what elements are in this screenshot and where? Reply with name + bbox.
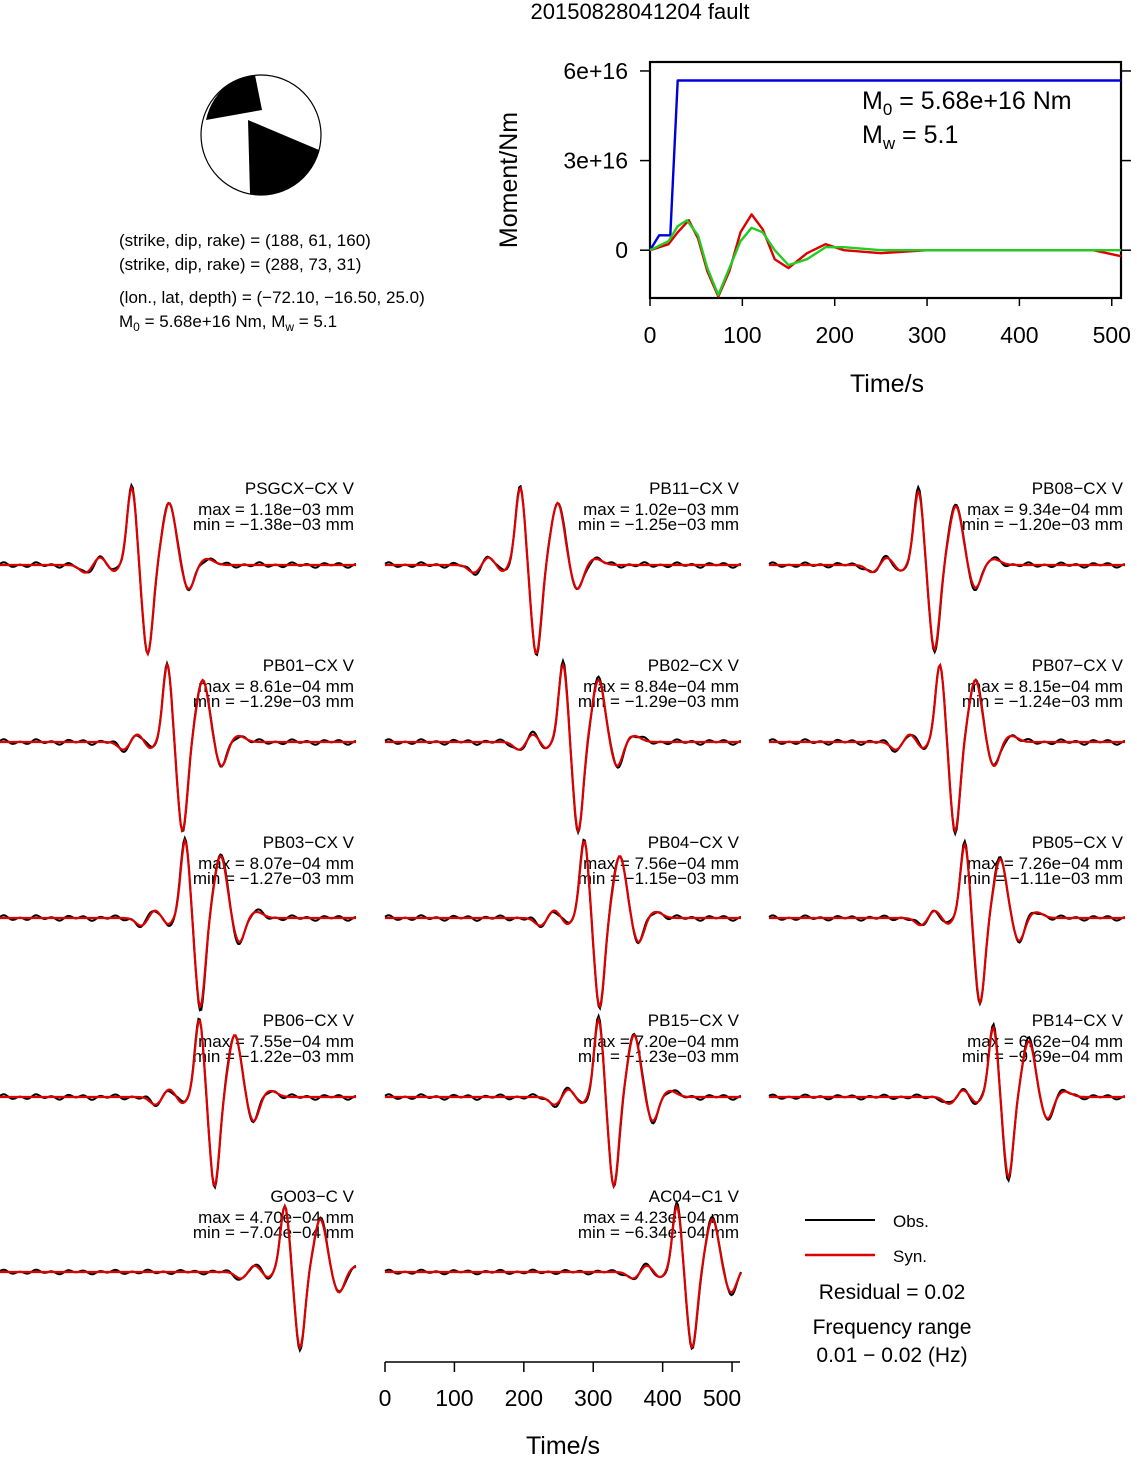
beachball-icon xyxy=(201,75,321,195)
station-max: max = 4.70e−04 mm xyxy=(198,1208,354,1227)
station-panel xyxy=(385,1011,741,1187)
station-max: max = 8.07e−04 mm xyxy=(198,854,354,873)
station-name: PB03−CX V xyxy=(262,833,354,852)
moment-x-tick-label: 100 xyxy=(723,322,762,348)
waveform-x-tick-label: 200 xyxy=(504,1385,544,1411)
station-min: min = −1.15e−03 mm xyxy=(577,869,739,888)
param-line-1: (strike, dip, rake) = (188, 61, 160) xyxy=(119,231,371,250)
waveform-x-tick-label: 500 xyxy=(702,1385,742,1411)
station-panel xyxy=(0,656,356,831)
station-name: PB08−CX V xyxy=(1031,479,1123,498)
legend-obs-label: Obs. xyxy=(893,1212,929,1231)
station-panel xyxy=(0,479,356,654)
station-max: max = 7.26e−04 mm xyxy=(967,854,1123,873)
station-max: max = 4.23e−04 mm xyxy=(583,1208,739,1227)
frequency-range-label: Frequency range xyxy=(812,1316,972,1339)
station-panel xyxy=(385,479,741,655)
station-min: min = −9.69e−04 mm xyxy=(961,1047,1123,1066)
station-min: min = −1.23e−03 mm xyxy=(577,1047,739,1066)
station-min: min = −1.25e−03 mm xyxy=(577,515,739,534)
moment-y-label: Moment/Nm xyxy=(495,111,523,249)
moment-y-tick-label: 6e+16 xyxy=(563,57,628,84)
residual-label: Residual = 0.02 xyxy=(818,1281,966,1304)
moment-x-label: Time/s xyxy=(849,370,925,398)
station-panel xyxy=(769,656,1125,834)
station-max: max = 8.15e−04 mm xyxy=(967,677,1123,696)
station-min: min = −1.38e−03 mm xyxy=(192,515,354,534)
station-name: PB06−CX V xyxy=(262,1011,354,1030)
station-name: PB15−CX V xyxy=(647,1011,739,1030)
station-max: max = 8.84e−04 mm xyxy=(583,677,739,696)
moment-y-tick-label: 0 xyxy=(615,237,628,264)
station-name: PSGCX−CX V xyxy=(244,479,354,498)
station-panel xyxy=(0,1011,356,1187)
station-panel xyxy=(769,479,1125,652)
station-min: min = −1.22e−03 mm xyxy=(192,1047,354,1066)
moment-mw-annotation: $M_w = 5.1$ xyxy=(862,121,959,153)
source-params xyxy=(119,231,425,334)
station-name: GO03−C V xyxy=(270,1187,354,1206)
station-panel xyxy=(0,833,356,1010)
waveform-x-axis xyxy=(379,1362,742,1458)
station-panel xyxy=(769,833,1125,1004)
waveform-x-tick-label: 300 xyxy=(574,1385,613,1411)
station-name: PB01−CX V xyxy=(262,656,354,675)
station-min: min = −1.11e−03 mm xyxy=(963,869,1123,888)
moment-x-tick-label: 300 xyxy=(907,322,947,348)
station-name: PB14−CX V xyxy=(1031,1011,1123,1030)
station-name: PB05−CX V xyxy=(1031,833,1123,852)
station-min: min = −1.29e−03 mm xyxy=(192,692,354,711)
station-min: min = −6.34e−04 mm xyxy=(577,1223,739,1242)
station-panel xyxy=(385,833,741,1008)
station-max: max = 7.55e−04 mm xyxy=(198,1032,354,1051)
moment-x-tick-label: 400 xyxy=(1000,322,1039,348)
station-panel xyxy=(385,656,741,833)
station-panel xyxy=(0,1187,356,1350)
waveform-panels xyxy=(0,479,1125,1350)
station-panel xyxy=(769,1011,1125,1181)
station-name: PB04−CX V xyxy=(647,833,739,852)
moment-x-tick-label: 200 xyxy=(815,322,854,348)
station-max: max = 6.62e−04 mm xyxy=(967,1032,1123,1051)
waveform-x-tick-label: 0 xyxy=(378,1385,392,1411)
station-name: AC04−C1 V xyxy=(648,1187,739,1206)
moment-y-tick-label: 3e+16 xyxy=(563,147,628,174)
station-max: max = 7.20e−04 mm xyxy=(583,1032,739,1051)
moment-rate-line-red xyxy=(650,214,1121,296)
figure-title: 20150828041204 fault xyxy=(530,0,750,24)
station-max: max = 9.34e−04 mm xyxy=(967,500,1123,519)
legend xyxy=(805,1212,971,1367)
station-name: PB07−CX V xyxy=(1031,656,1123,675)
station-min: min = −1.24e−03 mm xyxy=(961,692,1123,711)
station-max: max = 7.56e−04 mm xyxy=(583,854,739,873)
station-min: min = −1.27e−03 mm xyxy=(192,869,354,888)
param-line-3: (lon., lat, depth) = (−72.10, −16.50, 25.0) xyxy=(119,288,425,307)
station-name: PB11−CX V xyxy=(649,479,739,498)
legend-syn-label: Syn. xyxy=(893,1247,928,1266)
station-max: max = 1.18e−03 mm xyxy=(198,500,354,519)
moment-rate-panel xyxy=(495,58,1131,398)
moment-x-tick-label: 500 xyxy=(1092,322,1131,348)
station-name: PB02−CX V xyxy=(647,656,739,675)
waveform-x-tick-label: 100 xyxy=(435,1385,474,1411)
station-min: min = −1.20e−03 mm xyxy=(961,515,1123,534)
moment-rate-line-green xyxy=(650,220,1121,295)
waveform-x-tick-label: 400 xyxy=(643,1385,682,1411)
station-max: max = 1.02e−03 mm xyxy=(583,500,739,519)
waveform-x-label: Time/s xyxy=(525,1432,601,1458)
param-line-2: (strike, dip, rake) = (288, 73, 31) xyxy=(119,255,362,274)
station-min: min = −7.04e−04 mm xyxy=(192,1223,354,1242)
moment-x-tick-label: 0 xyxy=(643,322,657,348)
station-max: max = 8.61e−04 mm xyxy=(198,677,354,696)
frequency-range-value: 0.01 − 0.02 (Hz) xyxy=(816,1344,968,1367)
moment-m0-annotation: $M_0 = 5.68e+16$ Nm xyxy=(862,87,1072,119)
moment-x-axis xyxy=(644,298,1131,348)
param-line-4: $M_0 = 5.68e+16$ Nm, $M_w = 5.1$ xyxy=(119,312,338,334)
station-min: min = −1.29e−03 mm xyxy=(577,692,739,711)
station-panel xyxy=(385,1187,741,1349)
